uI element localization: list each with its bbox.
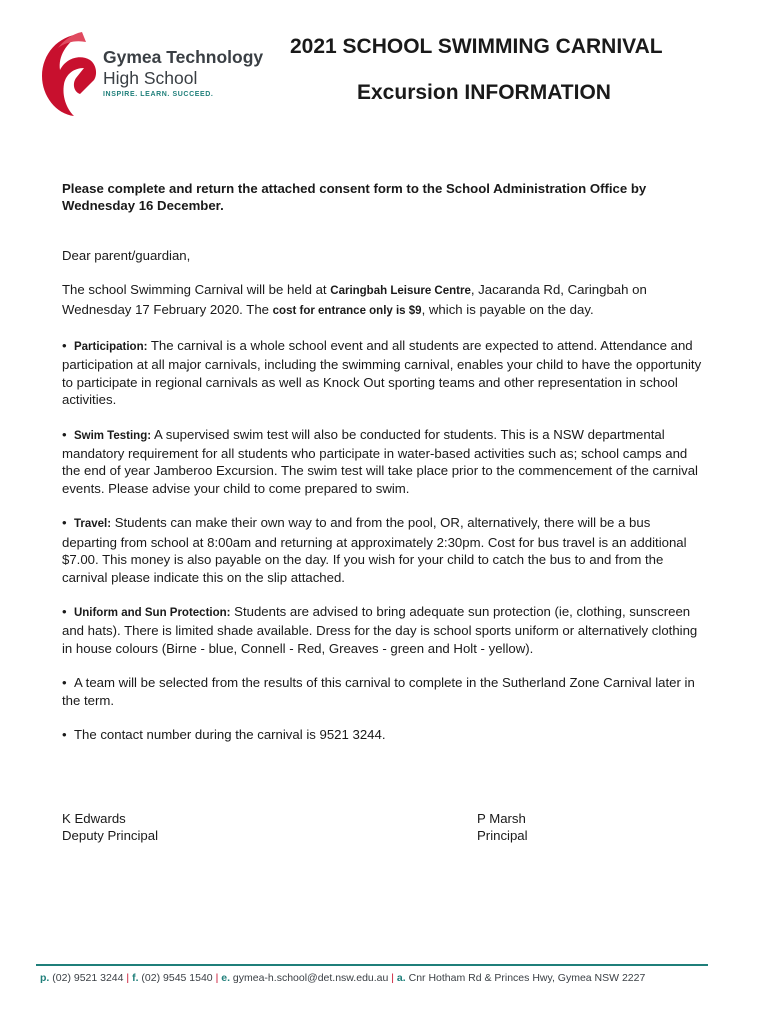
footer-divider [36,964,708,966]
bullet-swim-testing [62,426,702,498]
school-tagline: INSPIRE. LEARN. SUCCEED. [103,91,214,98]
school-logo [36,30,276,125]
gymea-g-emblem-icon [36,30,98,122]
intro-text-3: , which is payable on the day. [421,301,594,317]
bullet-heading: Uniform and Sun Protection: [73,606,231,619]
email-address: gymea-h.school@det.nsw.edu.au [232,972,389,984]
signature-principal [477,810,528,845]
page-title: 2021 SCHOOL SWIMMING CARNIVAL [290,35,663,58]
greeting: Dear parent/guardian, [62,247,191,263]
bullet-text: A team will be selected from the results of this carnival to complete in the Sutherland Zone Carnival later in the term. [62,675,695,708]
bullet-text: Students are advised to bring adequate sun protection (ie, clothing, sunscreen and hats). There is limited shade available. Dress for the day is school sports uniform or alternatively clothing in house colours (Birne - blue, Connell - Red, Greaves - green and Holt - yellow). [62,603,698,656]
phone-number: (02) 9521 3244 [52,972,124,984]
bullet-icon: • [62,338,67,354]
fax-label: f. [132,972,139,984]
bullet-text: The carnival is a whole school event and all students are expected to attend. Attendance and participation at all major carnivals, including the swimming carnival, enables your child to have the opportunity to participate in regional carnivals as well as Knock Out sporting teams and other representation in school activities. [62,338,702,408]
footer-separator: | [391,972,394,984]
bullet-icon: • [62,426,67,442]
signatory-name: K Edwards [62,811,126,826]
footer-separator: | [215,972,219,984]
bullet-icon: • [62,515,67,531]
bullet-participation [62,337,702,409]
signatory-role: Deputy Principal [62,828,159,844]
fax-number: (02) 9545 1540 [141,972,213,984]
bullet-text: Students can make their own way to and from the pool, OR, alternatively, there will be a bus departing from school at 8:00am and returning at approximately 2:30pm. Cost for bus travel is an additional $7.00. This money is also payable on the day. If you wish for your child to catch the bus to and from the carnival please indicate this on the slip attached. [62,515,687,585]
bullet-icon: • [62,726,67,742]
bullet-heading: Swim Testing: [73,429,152,442]
bullet-team-selection [62,674,702,709]
page-subtitle: Excursion INFORMATION [357,81,611,104]
signature-deputy [62,810,158,845]
intro-paragraph [62,281,702,320]
return-notice: Please complete and return the attached consent form to the School Administration Office by Wednesday 16 December. [62,181,647,214]
address-label: a. [396,972,406,984]
intro-text-2: , Jacaranda Rd, Caringbah on Wednesday 17 February 2020. The [62,282,647,317]
street-address: Cnr Hotham Rd & Princes Hwy, Gymea NSW 2227 [408,972,646,984]
footer-contact [40,972,645,984]
bullet-heading: Travel: [73,518,112,531]
venue-name: Caringbah Leisure Centre [330,285,471,298]
email-label: e. [221,972,230,984]
footer-separator: | [126,972,130,984]
bullet-text: A supervised swim test will also be conducted for students. This is a NSW departmental mandatory requirement for all students who participate in water-based activities such as; school camps and the end of year Jamberoo Excursion. The swim test will take place prior to the commencement of the carnival events. Please advise your child to come prepared to swim. [62,426,698,496]
phone-label: p. [40,972,50,984]
signatory-name: P Marsh [477,811,526,826]
bullet-heading: Participation: [73,341,148,354]
letter-body [62,180,702,743]
bullet-icon: • [62,675,67,691]
bullet-travel [62,514,702,586]
bullet-text: The contact number during the carnival is 9521 3244. [73,726,386,742]
bullet-contact [62,726,702,743]
school-name-sub: High School [103,68,198,88]
intro-text-1: The school Swimming Carnival will be held at [62,282,331,298]
signatory-role: Principal [477,828,528,844]
school-name: Gymea Technology [103,47,264,67]
bullet-uniform [62,603,702,657]
entrance-cost: cost for entrance only is $9 [272,304,422,317]
bullet-icon: • [62,603,67,619]
